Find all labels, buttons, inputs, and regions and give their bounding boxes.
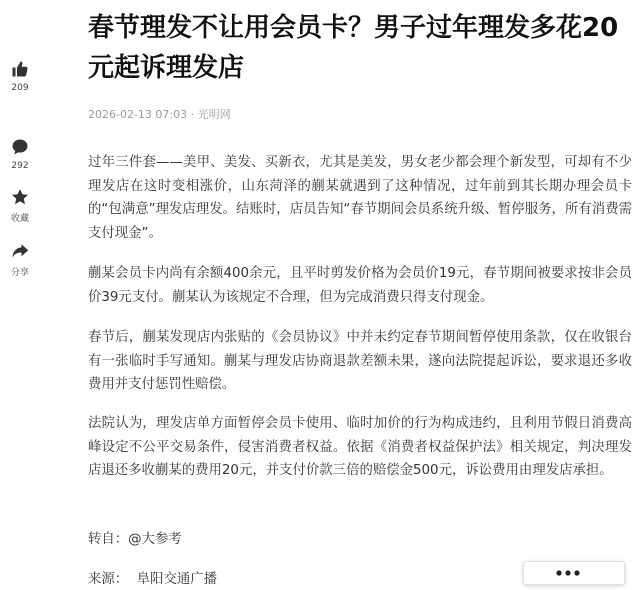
- share-arrow-icon: [11, 242, 29, 260]
- like-count: 209: [11, 83, 29, 93]
- collect-button[interactable]: [0, 188, 40, 224]
- share-label: 分享: [10, 268, 29, 278]
- article-paragraph-2: 蒯某会员卡内尚有余额400余元，且平时剪发价格为会员价19元，春节期间被要求按非会员价39元支付。蒯某认为该规定不合理，但为完成消费只得支付现金。: [88, 266, 632, 305]
- article-title: 春节理发不让用会员卡？男子过年理发多花20元起诉理发店: [88, 13, 619, 83]
- meta-separator: ·: [190, 108, 195, 121]
- share-button[interactable]: [0, 242, 40, 278]
- article-paragraph-1: 过年三件套——美甲、美发、买新衣，尤其是美发，男女老少都会理个新发型，可却有不少理发店在这时变相涨价，山东菏泽的蒯某就遇到了这种情况，过年前到其长期办理会员卡的“包满意”理发店理发。结账时，店员告知“春节期间会员系统升级、暂停服务，所有消费需支付现金”。: [88, 155, 632, 241]
- origin-line: 来源： 阜阳交通广播: [88, 572, 218, 587]
- collect-label: 收藏: [10, 214, 29, 224]
- article-source[interactable]: 光明网: [197, 108, 231, 121]
- more-button[interactable]: [523, 561, 625, 585]
- thumbs-up-icon: [11, 60, 29, 78]
- article-paragraph-3: 春节后，蒯某发现店内张贴的《会员协议》中并未约定春节期间暂停使用条款，仅在收银台有一张临时手写通知。蒯某与理发店协商退款差额未果，遂向法院提起诉讼，要求退还多收费用并支付惩罚性赔偿。: [88, 330, 632, 392]
- action-rail: [0, 0, 40, 590]
- more-dots-icon: [556, 570, 592, 576]
- comment-button[interactable]: [0, 138, 40, 171]
- article-date: 2026-02-13 07:03: [88, 108, 188, 121]
- star-icon: [11, 188, 29, 206]
- comment-bubble-icon: [11, 138, 29, 156]
- like-button[interactable]: [0, 60, 40, 93]
- repost-line: 转自：@大参考: [88, 532, 182, 547]
- comment-count: 292: [11, 161, 29, 171]
- article-paragraph-4: 法院认为，理发店单方面暂停会员卡使用、临时加价的行为构成违约，且利用节假日消费高峰设定不公平交易条件，侵害消费者权益。依据《消费者权益保护法》相关规定，判决理发店退还多收蒯某的费用20元，并支付价款三倍的赔偿金500元，诉讼费用由理发店承担。: [88, 416, 632, 478]
- article-meta: [88, 106, 231, 122]
